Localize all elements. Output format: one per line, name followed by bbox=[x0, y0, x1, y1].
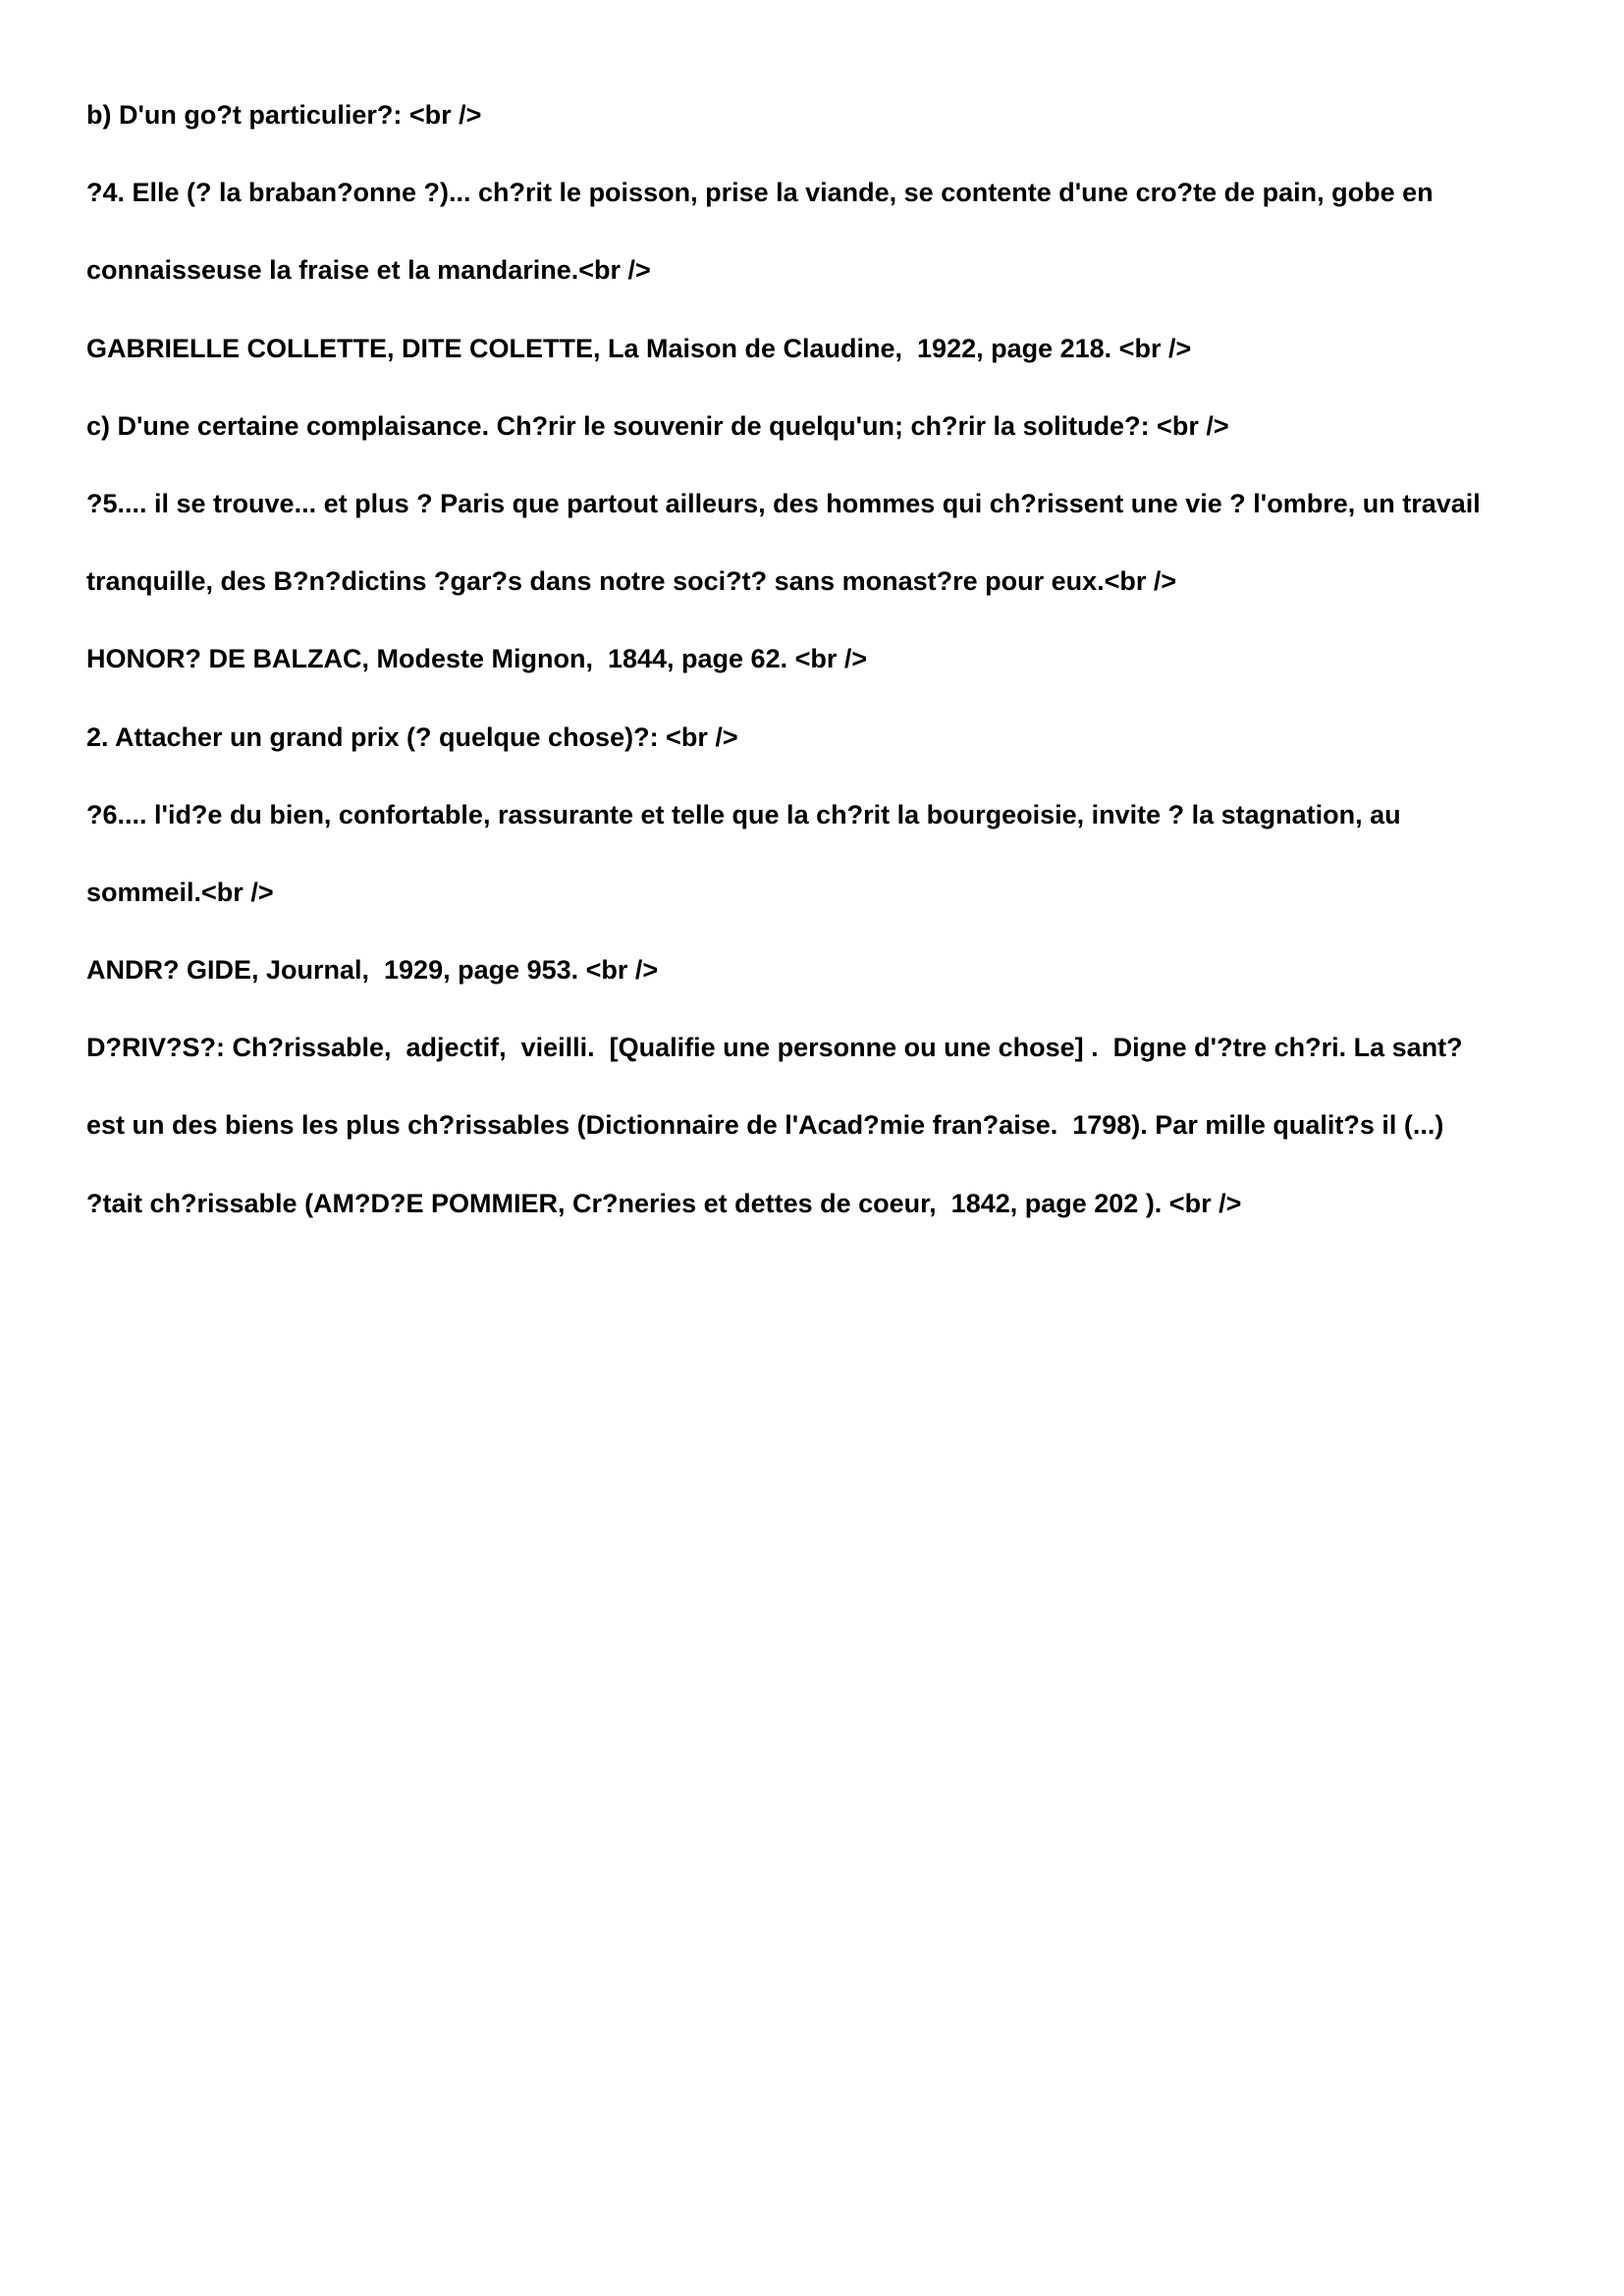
quotation-5-line-2: tranquille, des B?n?dictins ?gar?s dans notre soci?t? sans monast?re pour eux.<br /> bbox=[86, 566, 1177, 597]
quotation-6-line-1: ?6.... l'id?e du bien, confortable, rassurante et telle que la ch?rit la bourgeoisie, invite ? la stagnation, au bbox=[86, 799, 1401, 829]
derives-line-3: ?tait ch?rissable (AM?D?E POMMIER, Cr?neries et dettes de coeur, 1842, page 202 ). <br /> bbox=[86, 1188, 1242, 1218]
quotation-6-line-2: sommeil.<br /> bbox=[86, 877, 274, 907]
quotation-4-line-2: connaisseuse la fraise et la mandarine.<br /> bbox=[86, 255, 651, 286]
sense-heading-2: 2. Attacher un grand prix (? quelque chose)?: <br /> bbox=[86, 721, 738, 752]
quotation-4-line-1: ?4. Elle (? la braban?onne ?)... ch?rit le poisson, prise la viande, se contente d'une cro?te de pain, gobe en bbox=[86, 178, 1434, 208]
subsense-heading-b: b) D'un go?t particulier?: <br /> bbox=[86, 100, 482, 130]
derives-line-2: est un des biens les plus ch?rissables (Dictionnaire de l'Acad?mie fran?aise. 1798). Par mille qualit?s il (...) bbox=[86, 1110, 1444, 1141]
document-text bbox=[86, 95, 1559, 1261]
quotation-5-line-1: ?5.... il se trouve... et plus ? Paris que partout ailleurs, des hommes qui ch?rissent une vie ? l'ombre, un travail bbox=[86, 488, 1481, 518]
subsense-heading-c: c) D'une certaine complaisance. Ch?rir le souvenir de quelqu'un; ch?rir la solitude?: <br /> bbox=[86, 410, 1229, 441]
citation-balzac: HONOR? DE BALZAC, Modeste Mignon, 1844, page 62. <br /> bbox=[86, 644, 868, 674]
derives-line-1: D?RIV?S?: Ch?rissable, adjectif, vieilli. [Qualifie une personne ou une chose] . Digne d'?tre ch?ri. La sant? bbox=[86, 1033, 1463, 1063]
citation-colette: GABRIELLE COLLETTE, DITE COLETTE, La Maison de Claudine, 1922, page 218. <br /> bbox=[86, 333, 1192, 363]
citation-gide: ANDR? GIDE, Journal, 1929, page 953. <br /> bbox=[86, 955, 659, 986]
